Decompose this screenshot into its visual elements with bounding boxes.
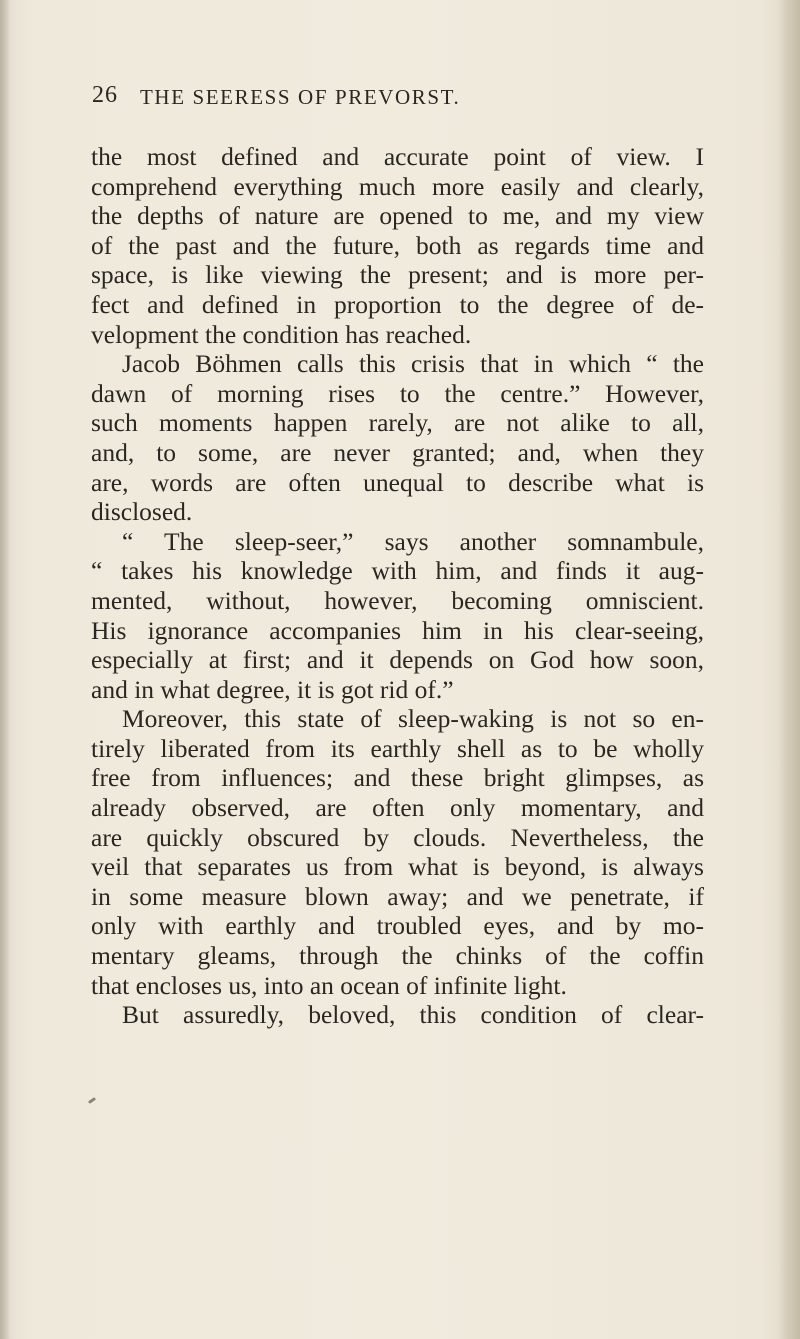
text-line: veil that separates us from what is beyond, is always bbox=[91, 852, 704, 882]
text-line: comprehend everything much more easily and clearly, bbox=[91, 171, 704, 201]
text-line: such moments happen rarely, are not alike to all, bbox=[91, 408, 704, 438]
text-line: disclosed. bbox=[91, 497, 193, 527]
text-line: fect and defined in proportion to the degree of de- bbox=[91, 289, 704, 319]
text-line: that encloses us, into an ocean of infinite light. bbox=[91, 970, 567, 1000]
paper-speck bbox=[88, 1097, 96, 1104]
text-line: space, is like viewing the present; and is more per- bbox=[91, 260, 704, 290]
text-line: are quickly obscured by clouds. Nevertheless, the bbox=[91, 822, 704, 852]
text-line: mentary gleams, through the chinks of the coffin bbox=[91, 941, 704, 971]
text-line: mented, without, however, becoming omniscient. bbox=[91, 585, 704, 615]
text-line: But assuredly, beloved, this condition of clear- bbox=[122, 1000, 704, 1030]
text-line: Jacob Böhmen calls this crisis that in which “ the bbox=[122, 349, 704, 379]
text-line: free from influences; and these bright glimpses, as bbox=[91, 763, 704, 793]
text-line: tirely liberated from its earthly shell as to be wholly bbox=[91, 733, 704, 763]
text-line: in some measure blown away; and we penetrate, if bbox=[91, 881, 704, 911]
page-header bbox=[92, 82, 672, 122]
text-line: of the past and the future, both as regards time and bbox=[91, 230, 704, 260]
text-line: His ignorance accompanies him in his clear-seeing, bbox=[91, 615, 704, 645]
page-number: 26 bbox=[92, 82, 118, 108]
text-line: “ takes his knowledge with him, and finds it aug- bbox=[91, 556, 704, 586]
text-line: especially at first; and it depends on God how soon, bbox=[91, 645, 704, 675]
text-line: already observed, are often only momentary, and bbox=[91, 793, 704, 823]
text-line: the depths of nature are opened to me, and my view bbox=[91, 201, 704, 231]
text-line: the most defined and accurate point of view. I bbox=[91, 142, 704, 171]
text-line: and, to some, are never granted; and, when they bbox=[91, 437, 704, 467]
text-line: velopment the condition has reached. bbox=[91, 319, 472, 349]
text-line: Moreover, this state of sleep-waking is not so en- bbox=[122, 704, 704, 734]
text-line: dawn of morning rises to the centre.” However, bbox=[91, 378, 704, 408]
text-line: and in what degree, it is got rid of.” bbox=[91, 674, 454, 704]
page-edge bbox=[778, 0, 800, 1339]
body-text bbox=[91, 142, 704, 1030]
text-line: “ The sleep-seer,” says another somnambule, bbox=[122, 526, 704, 556]
text-line: only with earthly and troubled eyes, and by mo- bbox=[91, 911, 704, 941]
running-title: THE SEERESS OF PREVORST. bbox=[140, 85, 461, 109]
text-line: are, words are often unequal to describe what is bbox=[91, 467, 704, 497]
gutter-shadow bbox=[0, 0, 10, 1339]
